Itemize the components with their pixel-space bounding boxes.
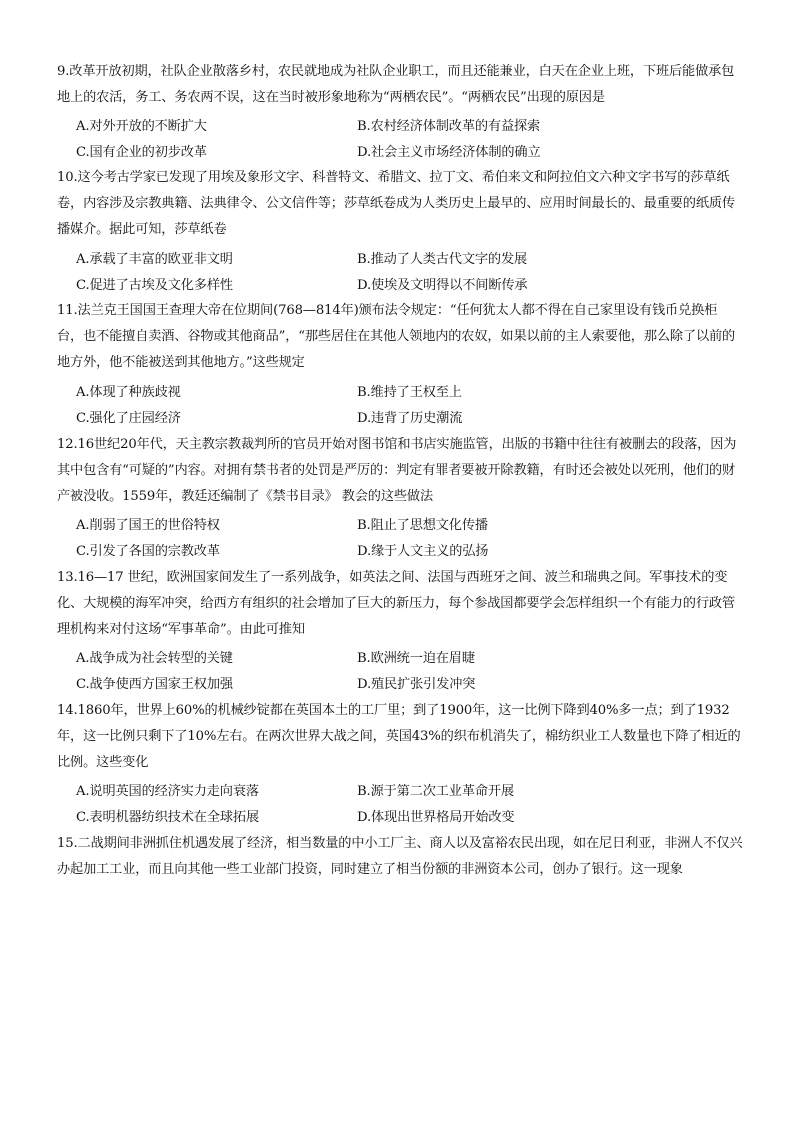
option-d: D.体现出世界格局开始改变 xyxy=(357,810,515,825)
option-d: D.殖民扩张引发冲突 xyxy=(357,677,476,692)
option-a: A.对外开放的不断扩大 xyxy=(76,119,207,134)
question-stem xyxy=(57,432,743,510)
question-stem xyxy=(57,165,743,243)
option-c: C.战争使西方国家王权加强 xyxy=(76,677,233,692)
question-text: 改革开放初期，社队企业散落乡村，农民就地成为社队企业职工，而且还能兼业，白天在企业上班，下班后能做承包地上的农活，务工、务农两不误，这在当时被形象地称为“两栖农民”。“两栖农民”出现的原因是 xyxy=(57,64,735,105)
option-b: B.推动了人类古代文字的发展 xyxy=(357,252,528,267)
question-number: 12. xyxy=(57,437,78,452)
option-c: C.强化了庄园经济 xyxy=(76,411,181,426)
option-c: C.促进了古埃及文化多样性 xyxy=(76,278,233,293)
question-text: 这今考古学家已发现了用埃及象形文字、科普特文、希腊文、拉丁文、希伯来文和阿拉伯文六种文字书写的莎草纸卷，内容涉及宗教典籍、法典律令、公文信件等；莎草纸卷成为人类历史上最早的、应用时间最长的、最重要的纸质传播媒介。据此可知，莎草纸卷 xyxy=(57,170,735,237)
option-a: A.战争成为社会转型的关键 xyxy=(76,651,233,666)
option-a: A.削弱了国王的世俗特权 xyxy=(76,518,220,533)
option-d: D.使埃及文明得以不间断传承 xyxy=(357,278,528,293)
option-c: C.国有企业的初步改革 xyxy=(76,145,207,160)
question-stem xyxy=(57,831,743,883)
question-stem xyxy=(57,698,743,776)
option-d: D.违背了历史潮流 xyxy=(357,411,463,426)
option-d: D.缘于人文主义的弘扬 xyxy=(357,544,489,559)
option-c: C.表明机器纺织技术在全球拓展 xyxy=(76,810,259,825)
question-number: 11. xyxy=(57,303,78,318)
option-d: D.社会主义市场经济体制的确立 xyxy=(357,145,541,160)
question-number: 15. xyxy=(57,836,78,851)
question-text: 16世纪20年代，天主教宗教裁判所的官员开始对图书馆和书店实施监管，出版的书籍中往往有被删去的段落，因为其中包含有“可疑的”内容。对拥有禁书者的处罚是严厉的：判定有罪者要被开除教籍，有时还会被处以死刑，他们的财产被没收。1559年，教廷还编制了《禁书目录》 教会的这些做法 xyxy=(57,437,737,504)
option-c: C.引发了各国的宗教改革 xyxy=(76,544,220,559)
option-b: B.源于第二次工业革命开展 xyxy=(357,784,514,799)
option-b: B.维持了王权至上 xyxy=(357,385,462,400)
question-text: 二战期间非洲抓住机遇发展了经济，相当数量的中小工厂主、商人以及富裕农民出现，如在尼日利亚，非洲人不仅兴办起加工工业，而且向其他一些工业部门投资，同时建立了相当份额的非洲资本公司，创办了银行。这一现象 xyxy=(57,836,743,877)
question-number: 14. xyxy=(57,703,78,718)
question-text: 法兰克王国国王查理大帝在位期间(768—814年)颁布法令规定：“任何犹太人都不得在自己家里设有钱币兑换柜台，也不能擅自卖酒、谷物或其他商品”，“那些居住在其他人领地内的农奴，如果以前的主人索要他，那么除了以前的地方外，他不能被送到其他地方。”这些规定 xyxy=(57,303,736,370)
option-a: A.承载了丰富的欧亚非文明 xyxy=(76,252,233,267)
option-b: B.阻止了思想文化传播 xyxy=(357,518,488,533)
option-b: B.欧洲统一迫在眉睫 xyxy=(357,651,475,666)
option-a: A.体现了种族歧视 xyxy=(76,385,181,400)
question-text: 16—17 世纪，欧洲国家间发生了一系列战争，如英法之间、法国与西班牙之间、波兰和瑞典之间。军事技术的变化、大规模的海军冲突，给西方有组织的社会增加了巨大的新压力，每个参战国都要学会怎样组织一个有能力的行政管理机构来对付这场“军事革命”。由此可推知 xyxy=(57,570,735,637)
question-number: 13. xyxy=(57,570,78,585)
option-a: A.说明英国的经济实力走向衰落 xyxy=(76,784,259,799)
question-stem xyxy=(57,565,743,643)
question-stem xyxy=(57,59,743,111)
question-stem xyxy=(57,298,743,376)
question-number: 9. xyxy=(57,64,70,79)
option-b: B.农村经济体制改革的有益探索 xyxy=(357,119,541,134)
question-text: 1860年，世界上60%的机械纱锭都在英国本土的工厂里；到了1900年，这一比例下降到40%多一点；到了1932 年，这一比例只剩下了10%左右。在两次世界大战之间，英国43%的织布机消失了，棉纺织业工人数量也下降了相近的比例。这些变化 xyxy=(57,703,741,770)
question-number: 10. xyxy=(57,170,78,185)
